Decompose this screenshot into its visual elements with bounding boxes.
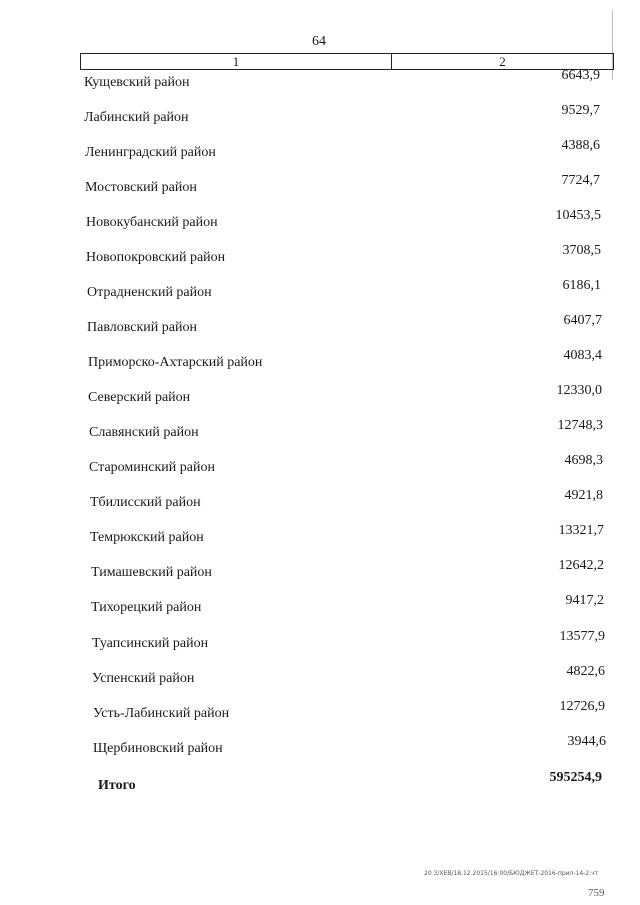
row-name: Отрадненский район bbox=[87, 285, 212, 300]
row-value: 4083,4 bbox=[563, 348, 602, 363]
header-column-2: 2 bbox=[499, 54, 506, 69]
row-name: Славянский район bbox=[89, 425, 199, 440]
footer-document-stamp: 20 3/ХЕВ/18.12.2015/16:00/БЮДЖЕТ-2016-прил-14-2.чт bbox=[424, 870, 599, 877]
row-value: 12748,3 bbox=[557, 418, 603, 433]
row-name: Успенский район bbox=[92, 671, 195, 686]
row-value: 12642,2 bbox=[558, 558, 604, 573]
row-value: 9417,2 bbox=[565, 593, 604, 608]
row-name: Северский район bbox=[88, 390, 191, 405]
row-value: 3708,5 bbox=[562, 243, 601, 258]
row-name: Новокубанский район bbox=[86, 215, 218, 230]
row-name: Щербиновский район bbox=[93, 741, 223, 756]
row-name: Тбилисский район bbox=[90, 495, 201, 510]
total-value: 595254,9 bbox=[549, 770, 602, 785]
row-value: 13577,9 bbox=[559, 629, 605, 644]
row-value: 4698,3 bbox=[564, 453, 603, 468]
sheet-number: 759 bbox=[588, 887, 605, 899]
row-name: Новопокровский район bbox=[86, 250, 226, 265]
row-value: 7724,7 bbox=[561, 173, 600, 188]
row-name: Павловский район bbox=[87, 320, 197, 335]
row-value: 13321,7 bbox=[558, 523, 604, 538]
row-value: 6643,9 bbox=[561, 68, 600, 83]
row-value: 4822,6 bbox=[566, 664, 605, 679]
row-name: Приморско-Ахтарский район bbox=[88, 355, 263, 370]
total-label: Итого bbox=[98, 778, 136, 793]
row-name: Тихорецкий район bbox=[91, 600, 202, 615]
row-value: 3944,6 bbox=[567, 734, 606, 749]
row-name: Мостовский район bbox=[85, 180, 197, 195]
row-name: Ленинградский район bbox=[85, 145, 216, 160]
row-name: Тимашевский район bbox=[91, 565, 212, 580]
row-name: Кущевский район bbox=[84, 75, 190, 90]
row-value: 12330,0 bbox=[556, 383, 602, 398]
row-value: 9529,7 bbox=[561, 103, 600, 118]
row-value: 4388,6 bbox=[561, 138, 600, 153]
row-value: 4921,8 bbox=[564, 488, 603, 503]
row-name: Лабинский район bbox=[84, 110, 189, 125]
row-value: 6407,7 bbox=[563, 313, 602, 328]
row-name: Туапсинский район bbox=[92, 636, 209, 651]
row-value: 10453,5 bbox=[555, 208, 601, 223]
page-number: 64 bbox=[312, 34, 326, 49]
row-name: Усть-Лабинский район bbox=[93, 706, 230, 721]
row-value: 12726,9 bbox=[559, 699, 605, 714]
header-column-1: 1 bbox=[81, 54, 392, 69]
row-name: Староминский район bbox=[89, 460, 215, 475]
row-value: 6186,1 bbox=[562, 278, 601, 293]
row-name: Темрюкский район bbox=[90, 530, 204, 545]
